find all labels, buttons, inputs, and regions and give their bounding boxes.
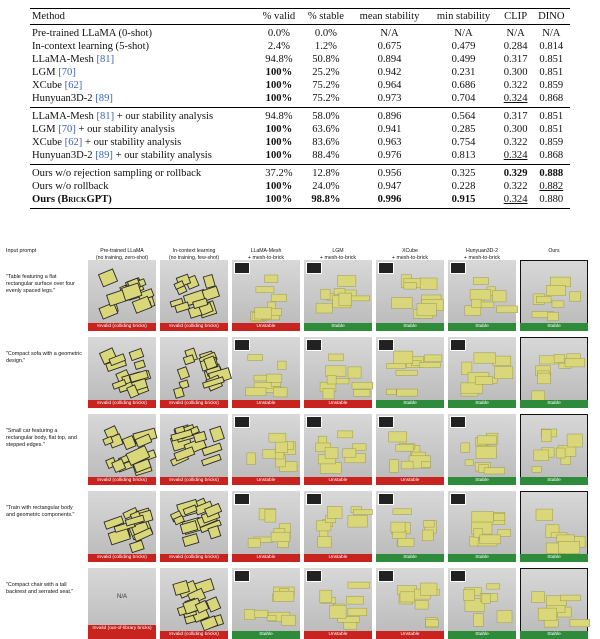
hdr-xcube: XCube + mesh-to-brick xyxy=(392,248,428,261)
result-image xyxy=(160,337,228,408)
method-cell xyxy=(30,165,256,181)
min-cell: N/A xyxy=(454,28,473,39)
stable-status-label: Stable xyxy=(448,554,516,562)
invalid-status-label: Invalid (colliding bricks) xyxy=(160,323,228,331)
stable-cell: 63.6% xyxy=(312,124,340,135)
citation-link[interactable]: [70] xyxy=(58,67,76,78)
hdr-input-prompt: Input prompt xyxy=(6,248,37,254)
stable-status-label: Stable xyxy=(376,554,444,562)
result-image xyxy=(304,414,372,485)
stable-status-label: Stable xyxy=(448,400,516,408)
invalid-status-label: Invalid (colliding bricks) xyxy=(88,400,156,408)
brick-model-render xyxy=(160,414,228,485)
method-name: LGM xyxy=(32,67,56,78)
result-image xyxy=(88,491,156,562)
dino-cell: N/A xyxy=(542,28,561,39)
method-cell xyxy=(30,149,256,165)
result-image xyxy=(160,260,228,331)
result-image xyxy=(160,414,228,485)
min-cell: 0.228 xyxy=(451,181,476,192)
table-row xyxy=(30,53,570,66)
dino-cell: 0.851 xyxy=(539,124,564,135)
mesh-thumbnail xyxy=(306,493,322,505)
result-image xyxy=(448,568,516,639)
valid-cell: 100% xyxy=(265,80,293,91)
col-header-dino: DINO xyxy=(538,11,565,22)
col-header-clip: CLIP xyxy=(504,11,528,22)
col-header-mean-stability: mean stability xyxy=(359,11,420,22)
result-image xyxy=(160,568,228,639)
input-prompt-text: "Small car featuring a rectangular body, flat top, and stepped edges." xyxy=(6,428,77,448)
ours-result-image xyxy=(520,260,588,331)
mean-cell: N/A xyxy=(380,28,399,39)
unstable-status-label: Unstable xyxy=(376,477,444,485)
result-image xyxy=(304,568,372,639)
input-prompt-text: "Compact sofa with a geometric design." xyxy=(6,351,82,364)
mesh-thumbnail xyxy=(234,493,250,505)
invalid-status-label: Invalid (colliding bricks) xyxy=(160,477,228,485)
unstable-status-label: Unstable xyxy=(232,323,300,331)
min-cell: 0.813 xyxy=(451,150,476,161)
table-header-row xyxy=(30,9,570,25)
stable-status-label: Stable xyxy=(520,477,588,485)
min-cell: 0.704 xyxy=(451,93,476,104)
table-group xyxy=(30,165,570,209)
method-suffix: + our stability analysis xyxy=(114,111,214,122)
na-text: N/A xyxy=(116,594,127,600)
mesh-thumbnail xyxy=(450,493,466,505)
unstable-status-label: Unstable xyxy=(376,631,444,639)
method-cell xyxy=(30,136,256,149)
table-group xyxy=(30,25,570,108)
result-image xyxy=(304,337,372,408)
result-image xyxy=(88,337,156,408)
result-image xyxy=(376,568,444,639)
stable-status-label: Stable xyxy=(376,323,444,331)
valid-cell: 94.8% xyxy=(265,111,293,122)
mesh-thumbnail xyxy=(234,570,250,582)
valid-cell: 100% xyxy=(265,194,293,205)
ours-result-image xyxy=(520,337,588,408)
mesh-thumbnail xyxy=(234,416,250,428)
input-prompt-text: "Train with rectangular body and geometric components." xyxy=(6,505,75,518)
clip-cell: 0.317 xyxy=(503,54,528,65)
stable-cell: 58.0% xyxy=(312,111,340,122)
mesh-thumbnail xyxy=(306,416,322,428)
mesh-thumbnail xyxy=(378,493,394,505)
stable-cell: 75.2% xyxy=(312,80,340,91)
method-cell xyxy=(30,53,256,66)
result-image xyxy=(232,260,300,331)
dino-cell: 0.868 xyxy=(539,150,564,161)
valid-cell: 100% xyxy=(265,124,293,135)
table-row xyxy=(30,25,570,41)
unstable-status-label: Unstable xyxy=(304,631,372,639)
result-image xyxy=(448,414,516,485)
hdr-hunyuan: Hunyuan3D-2 + mesh-to-brick xyxy=(464,248,500,261)
result-image xyxy=(448,260,516,331)
ours-result-image xyxy=(520,491,588,562)
brick-model-render xyxy=(520,568,588,639)
stable-status-label: Stable xyxy=(304,323,372,331)
clip-cell: 0.324 xyxy=(503,150,528,161)
dino-cell: 0.882 xyxy=(539,181,564,192)
dino-cell: 0.851 xyxy=(539,111,564,122)
results-table xyxy=(30,8,570,209)
valid-cell: 100% xyxy=(265,150,293,161)
result-image xyxy=(376,414,444,485)
brick-model-render xyxy=(520,260,588,331)
brick-model-render xyxy=(520,337,588,408)
method-name: LLaMA-Mesh xyxy=(32,54,94,65)
brick-model-render xyxy=(160,491,228,562)
mesh-thumbnail xyxy=(306,570,322,582)
mean-cell: 0.941 xyxy=(377,124,402,135)
mean-cell: 0.956 xyxy=(377,168,402,179)
mean-cell: 0.996 xyxy=(377,194,402,205)
stable-status-label: Stable xyxy=(448,631,516,639)
hdr-lgm: LGM + mesh-to-brick xyxy=(320,248,356,261)
mesh-thumbnail xyxy=(450,416,466,428)
mesh-thumbnail xyxy=(450,570,466,582)
dino-cell: 0.859 xyxy=(539,80,564,91)
min-cell: 0.754 xyxy=(451,137,476,148)
result-image xyxy=(376,337,444,408)
table-row xyxy=(30,193,570,209)
method-suffix: + our stability analysis xyxy=(82,137,182,148)
hdr-pretrained-llama: Pre-trained LLaMA (no training, zero-shot) xyxy=(95,248,149,261)
method-cell xyxy=(30,193,256,209)
method-name: LGM xyxy=(32,124,56,135)
stable-cell: 83.6% xyxy=(312,137,340,148)
stable-cell: 0.0% xyxy=(314,28,337,39)
clip-cell: 0.324 xyxy=(503,194,528,205)
valid-cell: 2.4% xyxy=(267,41,290,52)
mesh-thumbnail xyxy=(378,262,394,274)
min-cell: 0.285 xyxy=(451,124,476,135)
stable-cell: 24.0% xyxy=(312,181,340,192)
method-name: In-context learning (5-shot) xyxy=(32,41,150,52)
invalid-status-label: Invalid (colliding bricks) xyxy=(160,631,228,639)
mean-cell: 0.964 xyxy=(377,80,402,91)
stable-cell: 75.2% xyxy=(312,93,340,104)
clip-cell: 0.324 xyxy=(503,93,528,104)
table-row xyxy=(30,66,570,79)
result-image xyxy=(88,260,156,331)
table-row xyxy=(30,165,570,181)
dino-cell: 0.868 xyxy=(539,93,564,104)
col-header-method: Method xyxy=(32,11,65,22)
dino-cell: 0.851 xyxy=(539,54,564,65)
mesh-thumbnail xyxy=(378,570,394,582)
table-row xyxy=(30,123,570,136)
invalid-status-label: Invalid (colliding bricks) xyxy=(160,554,228,562)
unstable-status-label: Unstable xyxy=(304,477,372,485)
result-image xyxy=(376,260,444,331)
table-group xyxy=(30,108,570,165)
stable-status-label: Stable xyxy=(520,400,588,408)
invalid-status-label: Invalid (out-of-library bricks) xyxy=(88,625,156,639)
result-image xyxy=(88,568,156,639)
citation-link[interactable]: [62] xyxy=(64,137,83,148)
valid-cell: 37.2% xyxy=(265,168,293,179)
citation-link[interactable]: [89] xyxy=(95,150,113,161)
stable-status-label: Stable xyxy=(448,477,516,485)
citation-link[interactable]: [81] xyxy=(96,54,115,65)
table-row xyxy=(30,180,570,193)
method-cell xyxy=(30,66,256,79)
method-name: Hunyuan3D-2 xyxy=(32,150,93,161)
method-cell xyxy=(30,79,256,92)
mesh-thumbnail xyxy=(378,339,394,351)
stable-cell: 50.8% xyxy=(312,54,340,65)
invalid-status-label: Invalid (colliding bricks) xyxy=(88,554,156,562)
stable-status-label: Stable xyxy=(520,631,588,639)
result-image xyxy=(304,491,372,562)
valid-cell: 100% xyxy=(265,67,293,78)
clip-cell: 0.322 xyxy=(503,137,528,148)
brick-model-render xyxy=(520,491,588,562)
input-prompt-text: "Table featuring a flat rectangular surface over four evenly spaced legs." xyxy=(6,274,75,294)
input-prompt-text: "Compact chair with a tall backrest and serrated seat." xyxy=(6,582,74,595)
valid-cell: 94.8% xyxy=(265,54,293,65)
result-image xyxy=(448,337,516,408)
brick-model-render xyxy=(88,260,156,331)
dino-cell: 0.859 xyxy=(539,137,564,148)
citation-link[interactable]: [81] xyxy=(96,111,115,122)
clip-cell: 0.322 xyxy=(503,80,528,91)
method-cell xyxy=(30,123,256,136)
hdr-in-context: In-context learning (no training, few-shot) xyxy=(168,248,220,261)
table-row xyxy=(30,108,570,124)
mesh-thumbnail xyxy=(378,416,394,428)
col-header-valid: % valid xyxy=(262,11,296,22)
result-image xyxy=(232,337,300,408)
table-row xyxy=(30,149,570,165)
method-name: LLaMA-Mesh xyxy=(32,111,94,122)
min-cell: 0.479 xyxy=(451,41,476,52)
brick-model-render xyxy=(520,414,588,485)
stable-status-label: Stable xyxy=(232,631,300,639)
clip-cell: 0.322 xyxy=(503,181,528,192)
result-image xyxy=(232,414,300,485)
brick-model-render xyxy=(160,568,228,639)
mean-cell: 0.963 xyxy=(377,137,402,148)
unstable-status-label: Unstable xyxy=(304,400,372,408)
mesh-thumbnail xyxy=(234,339,250,351)
min-cell: 0.564 xyxy=(451,111,476,122)
brick-model-render xyxy=(160,337,228,408)
ours-result-image xyxy=(520,414,588,485)
method-cell xyxy=(30,108,256,124)
method-name: XCube xyxy=(32,137,63,148)
result-image xyxy=(232,491,300,562)
method-name: Ours w/o rejection sampling or rollback xyxy=(32,168,202,179)
result-image xyxy=(448,491,516,562)
method-cell xyxy=(30,25,256,41)
citation-link[interactable]: [89] xyxy=(95,93,113,104)
unstable-status-label: Unstable xyxy=(232,477,300,485)
brick-model-render xyxy=(88,337,156,408)
unstable-status-label: Unstable xyxy=(232,400,300,408)
citation-link[interactable]: [62] xyxy=(64,80,83,91)
mean-cell: 0.942 xyxy=(377,67,402,78)
mesh-thumbnail xyxy=(234,262,250,274)
stable-status-label: Stable xyxy=(520,323,588,331)
table-row xyxy=(30,79,570,92)
clip-cell: 0.300 xyxy=(503,124,528,135)
valid-cell: 100% xyxy=(265,137,293,148)
clip-cell: 0.317 xyxy=(503,111,528,122)
col-header-stable: % stable xyxy=(307,11,345,22)
table-row xyxy=(30,92,570,108)
mesh-thumbnail xyxy=(450,339,466,351)
clip-cell: N/A xyxy=(506,28,525,39)
method-cell xyxy=(30,40,256,53)
min-cell: 0.325 xyxy=(451,168,476,179)
result-image xyxy=(88,414,156,485)
method-name: Ours (BrickGPT) xyxy=(32,194,112,205)
ours-result-image xyxy=(520,568,588,639)
qualitative-comparison-grid xyxy=(0,238,600,637)
stable-status-label: Stable xyxy=(520,554,588,562)
mean-cell: 0.675 xyxy=(377,41,402,52)
invalid-status-label: Invalid (colliding bricks) xyxy=(88,323,156,331)
mean-cell: 0.896 xyxy=(377,111,402,122)
result-image xyxy=(304,260,372,331)
mean-cell: 0.894 xyxy=(377,54,402,65)
dino-cell: 0.888 xyxy=(539,168,564,179)
valid-cell: 0.0% xyxy=(267,28,290,39)
min-cell: 0.686 xyxy=(451,80,476,91)
clip-cell: 0.300 xyxy=(503,67,528,78)
mean-cell: 0.973 xyxy=(377,93,402,104)
hdr-ours: Ours xyxy=(548,248,560,254)
table-row xyxy=(30,40,570,53)
clip-cell: 0.284 xyxy=(503,41,528,52)
stable-cell: 12.8% xyxy=(312,168,340,179)
method-cell xyxy=(30,92,256,108)
dino-cell: 0.880 xyxy=(539,194,564,205)
unstable-status-label: Unstable xyxy=(304,554,372,562)
method-name: Ours w/o rollback xyxy=(32,181,109,192)
invalid-status-label: Invalid (colliding bricks) xyxy=(88,477,156,485)
method-suffix: + our stability analysis xyxy=(75,124,175,135)
table-row xyxy=(30,136,570,149)
dino-cell: 0.851 xyxy=(539,67,564,78)
unstable-status-label: Unstable xyxy=(232,554,300,562)
mesh-thumbnail xyxy=(450,262,466,274)
brick-model-render xyxy=(160,260,228,331)
stable-cell: 88.4% xyxy=(312,150,340,161)
stable-status-label: Stable xyxy=(376,400,444,408)
valid-cell: 100% xyxy=(265,93,293,104)
result-image xyxy=(376,491,444,562)
mesh-thumbnail xyxy=(306,339,322,351)
min-cell: 0.231 xyxy=(451,67,476,78)
citation-link[interactable]: [70] xyxy=(58,124,76,135)
invalid-status-label: Invalid (colliding bricks) xyxy=(160,400,228,408)
brick-model-render xyxy=(88,414,156,485)
stable-cell: 98.8% xyxy=(311,194,341,205)
method-name: Hunyuan3D-2 xyxy=(32,93,93,104)
result-image xyxy=(232,568,300,639)
clip-cell: 0.329 xyxy=(503,168,528,179)
stable-cell: 1.2% xyxy=(314,41,337,52)
method-cell xyxy=(30,180,256,193)
brick-model-render xyxy=(88,491,156,562)
hdr-llama-mesh: LLaMA-Mesh + mesh-to-brick xyxy=(248,248,284,261)
col-header-min-stability: min stability xyxy=(436,11,491,22)
result-image xyxy=(160,491,228,562)
min-cell: 0.915 xyxy=(451,194,476,205)
min-cell: 0.499 xyxy=(451,54,476,65)
method-suffix: + our stability analysis xyxy=(112,150,212,161)
mean-cell: 0.976 xyxy=(377,150,402,161)
stable-status-label: Stable xyxy=(448,323,516,331)
mean-cell: 0.947 xyxy=(377,181,402,192)
method-name: XCube xyxy=(32,80,63,91)
dino-cell: 0.814 xyxy=(539,41,564,52)
method-name: Pre-trained LLaMA (0-shot) xyxy=(32,28,153,39)
valid-cell: 100% xyxy=(265,181,293,192)
mesh-thumbnail xyxy=(306,262,322,274)
stable-cell: 25.2% xyxy=(312,67,340,78)
